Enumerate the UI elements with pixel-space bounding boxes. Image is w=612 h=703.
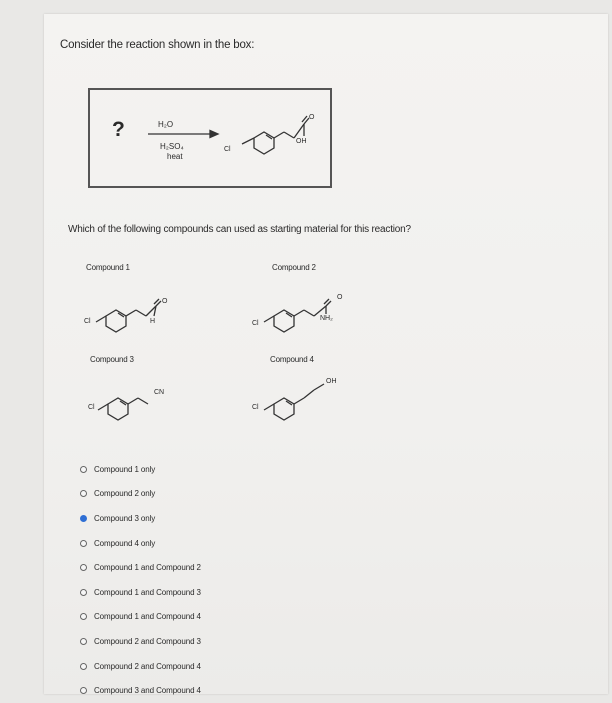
- compound-1-cl: Cl: [84, 318, 91, 325]
- answer-options: [80, 457, 201, 703]
- compound-2-structure: [258, 292, 358, 337]
- option-compound-1-and-3[interactable]: [80, 580, 201, 605]
- option-compound-2-and-4[interactable]: [80, 654, 201, 679]
- reaction-arrow: [148, 130, 218, 138]
- option-label: Compound 2 only: [94, 489, 156, 499]
- option-compound-1-and-4[interactable]: [80, 605, 201, 630]
- option-label: Compound 1 only: [94, 464, 156, 474]
- unknown-reactant: ?: [112, 118, 125, 141]
- compound-1-h: H: [150, 318, 156, 325]
- product-structure: [230, 110, 330, 160]
- option-compound-1-and-2[interactable]: [80, 555, 201, 580]
- question-prompt: Consider the reaction shown in the box:: [60, 39, 255, 51]
- compound-4-structure: [258, 376, 358, 426]
- option-label: Compound 4 only: [94, 538, 156, 548]
- option-label: Compound 3 only: [94, 513, 156, 523]
- radio-button[interactable]: [80, 564, 87, 571]
- radio-button[interactable]: [80, 540, 87, 547]
- reagent-heat: heat: [167, 152, 183, 161]
- compound-1-label: Compound 1: [86, 263, 130, 272]
- compound-2-nh2: NH₂: [320, 315, 333, 322]
- radio-button[interactable]: [80, 490, 87, 497]
- option-label: Compound 3 and Compound 4: [94, 686, 201, 696]
- product-oh-label: OH: [296, 138, 307, 145]
- compound-4-cl: Cl: [252, 404, 259, 411]
- product-cl-label: Cl: [224, 146, 231, 153]
- option-label: Compound 2 and Compound 4: [94, 661, 201, 671]
- option-compound-3-and-4[interactable]: [80, 678, 201, 703]
- compound-4-oh: OH: [326, 378, 337, 385]
- compound-2-cl: Cl: [252, 320, 259, 327]
- compound-3-label: Compound 3: [90, 355, 134, 364]
- compound-4-label: Compound 4: [270, 355, 314, 364]
- compound-2-label: Compound 2: [272, 263, 316, 272]
- option-compound-3-only[interactable]: [80, 506, 201, 531]
- reagent-water: H₂O: [158, 120, 174, 129]
- option-label: Compound 2 and Compound 3: [94, 636, 201, 646]
- radio-button[interactable]: [80, 638, 87, 645]
- option-label: Compound 1 and Compound 2: [94, 563, 201, 573]
- reagent-acid: H₂SO₄: [160, 142, 184, 151]
- radio-button-selected[interactable]: [80, 515, 87, 522]
- compound-2-o: O: [337, 294, 343, 301]
- option-compound-1-only[interactable]: [80, 457, 201, 482]
- option-label: Compound 1 and Compound 4: [94, 612, 201, 622]
- option-compound-2-only[interactable]: [80, 482, 201, 507]
- option-compound-2-and-3[interactable]: [80, 629, 201, 654]
- radio-button[interactable]: [80, 687, 87, 694]
- compound-1-o: O: [162, 298, 168, 305]
- radio-button[interactable]: [80, 613, 87, 620]
- compound-3-cl: Cl: [88, 404, 95, 411]
- radio-button[interactable]: [80, 589, 87, 596]
- radio-button[interactable]: [80, 663, 87, 670]
- question-text: Which of the following compounds can used as starting material for this reaction?: [68, 224, 411, 235]
- option-compound-4-only[interactable]: [80, 531, 201, 556]
- compound-3-structure: [92, 382, 182, 427]
- option-label: Compound 1 and Compound 3: [94, 587, 201, 597]
- compound-3-cn: CN: [154, 389, 165, 396]
- radio-button[interactable]: [80, 466, 87, 473]
- product-o-label: O: [309, 114, 315, 121]
